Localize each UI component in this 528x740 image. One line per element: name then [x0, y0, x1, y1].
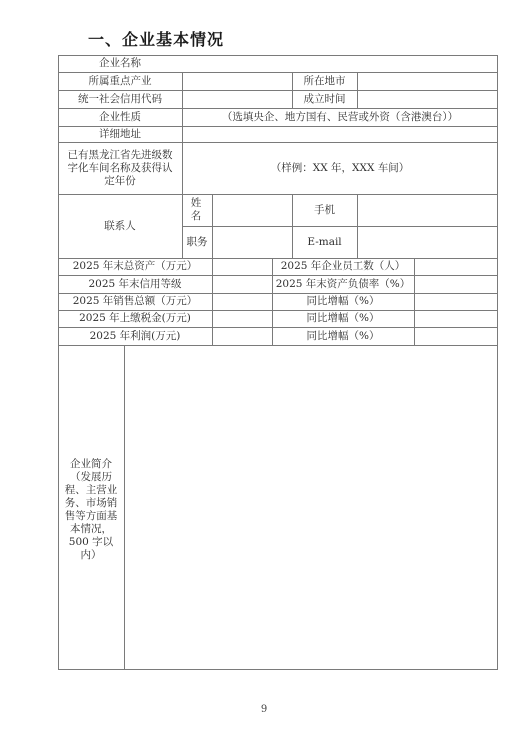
mobile-label: 手机: [314, 203, 335, 216]
debt-ratio-label: 2025 年末资产负债率（%）: [275, 277, 411, 290]
location-label: 所在地市: [303, 74, 346, 87]
email-field[interactable]: [357, 226, 498, 258]
contact-position-field[interactable]: [212, 226, 292, 258]
credit-code-label: 统一社会信用代码: [78, 92, 162, 105]
intro-label: 企业简介（发展历程、主营业务、市场销售等方面基本情况，500 字以内）: [64, 458, 118, 561]
established-field[interactable]: [357, 90, 498, 108]
tax-label: 2025 年上缴税金(万元): [79, 312, 191, 324]
established-label: 成立时间: [303, 92, 346, 105]
page-number: 9: [260, 704, 268, 715]
nature-field[interactable]: （选填央企、地方国有、民营或外资（含港澳台））: [221, 110, 459, 123]
tax-growth-label: 同比增幅（%）: [306, 312, 380, 324]
credit-code-field[interactable]: [182, 90, 292, 108]
tax-field[interactable]: [212, 310, 272, 327]
company-info-form: [58, 55, 498, 670]
employees-label: 2025 年企业员工数（人）: [280, 260, 406, 272]
sales-field[interactable]: [212, 293, 272, 310]
credit-rating-label: 2025 年末信用等级: [88, 277, 182, 290]
workshop-field[interactable]: （样例：XX 年，XXX 车间）: [270, 161, 410, 174]
sales-label: 2025 年销售总额（万元）: [72, 295, 198, 307]
contact-label: 联系人: [104, 219, 136, 232]
location-field[interactable]: [357, 72, 498, 90]
contact-position-label: 职务: [186, 235, 208, 248]
key-industry-label: 所属重点产业: [88, 74, 152, 87]
profit-growth-label: 同比增幅（%）: [306, 329, 380, 342]
mobile-field[interactable]: [357, 194, 498, 226]
total-assets-field[interactable]: [212, 258, 272, 275]
company-name-field[interactable]: [182, 55, 498, 72]
sales-growth-label: 同比增幅（%）: [306, 295, 380, 307]
total-assets-label: 2025 年末总资产（万元）: [72, 260, 198, 272]
credit-rating-field[interactable]: [212, 275, 272, 293]
workshop-label: 已有黑龙江省先进级数字化车间名称及获得认定年份: [67, 148, 173, 187]
rule: [58, 55, 59, 670]
address-field[interactable]: [182, 126, 498, 142]
profit-label: 2025 年利润(万元): [89, 329, 181, 342]
key-industry-field[interactable]: [182, 72, 292, 90]
profit-field[interactable]: [212, 327, 272, 345]
profit-growth-field[interactable]: [414, 327, 498, 345]
nature-label: 企业性质: [99, 110, 141, 123]
email-label: E-mail: [307, 235, 342, 248]
company-name-label: 企业名称: [99, 57, 141, 69]
contact-name-label: 姓名: [190, 197, 204, 222]
rule: [58, 669, 498, 670]
section-title: 一、企业基本情况: [88, 30, 225, 49]
sales-growth-field[interactable]: [414, 293, 498, 310]
debt-ratio-field[interactable]: [414, 275, 498, 293]
address-label: 详细地址: [99, 127, 141, 140]
employees-field[interactable]: [414, 258, 498, 275]
tax-growth-field[interactable]: [414, 310, 498, 327]
contact-name-field[interactable]: [212, 194, 292, 226]
intro-field[interactable]: [124, 345, 498, 669]
